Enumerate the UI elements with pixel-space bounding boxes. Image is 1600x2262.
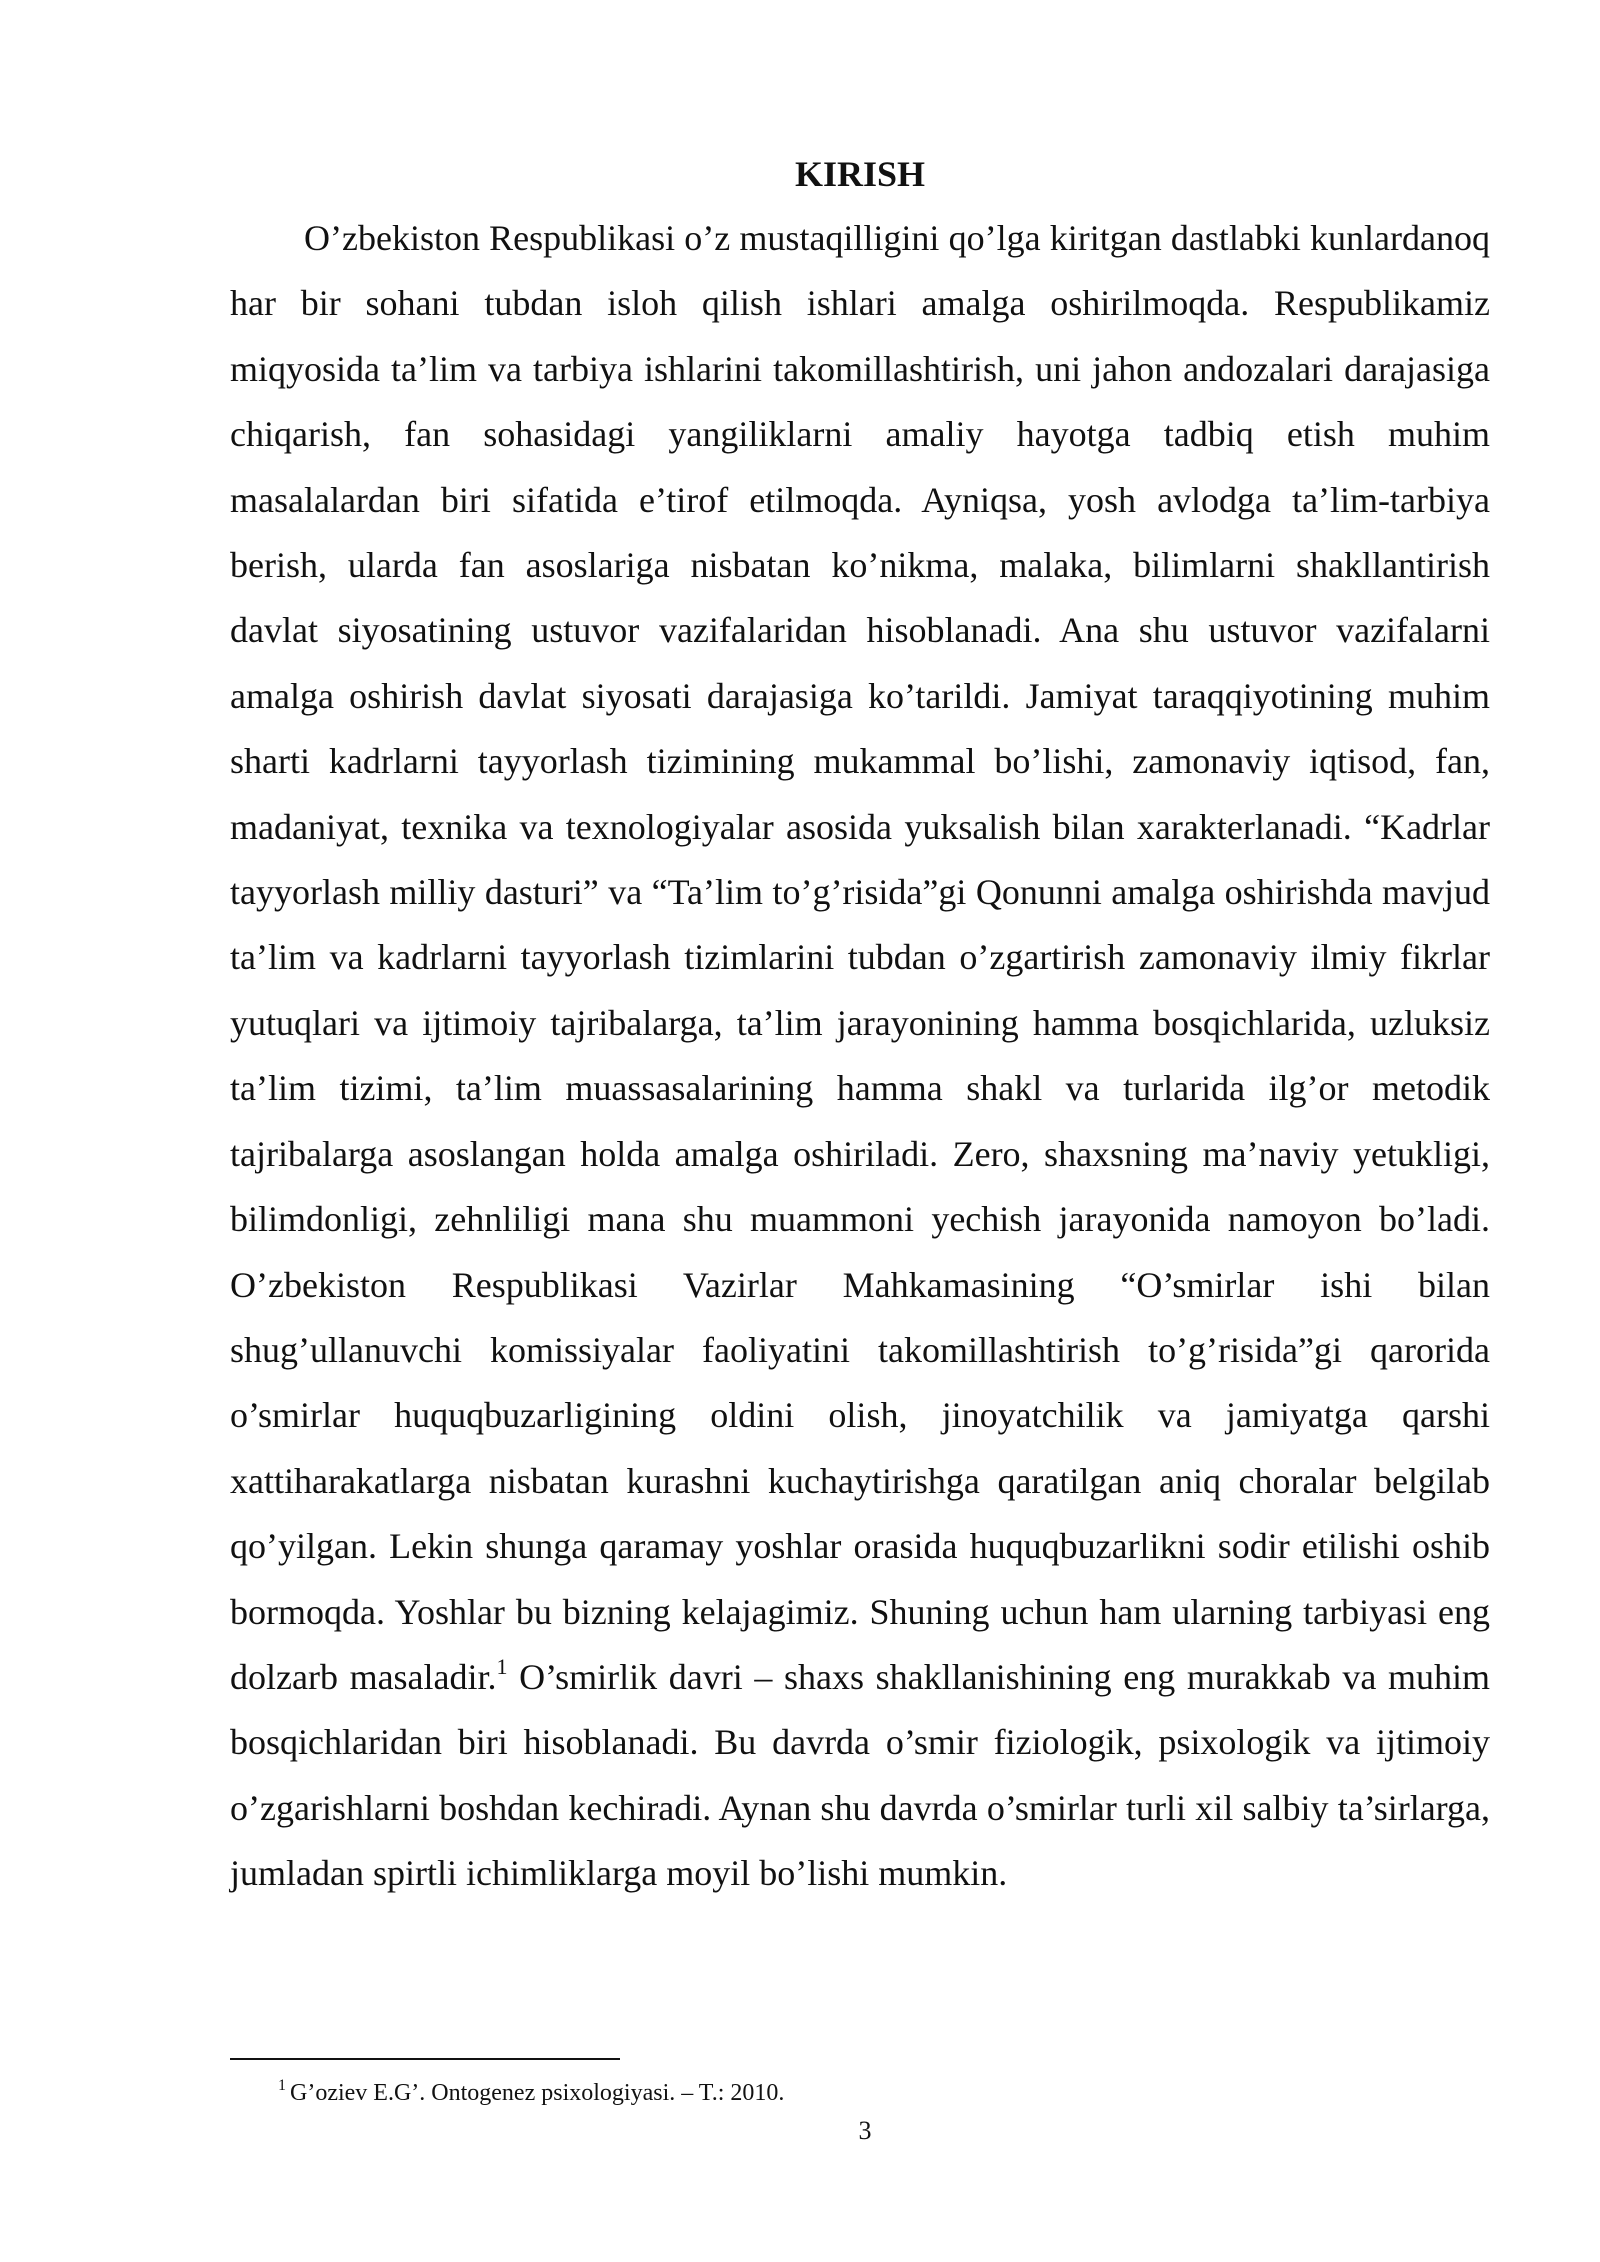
body-paragraph xyxy=(230,206,1490,1907)
footnote-text: G’oziev E.G’. Ontogenez psixologiyasi. – T.: 2010. xyxy=(290,2080,785,2106)
paragraph-text-part-1: O’zbekiston Respublikasi o’z mustaqilligini qo’lga kiritgan dastlabki kunlardanoq har bir sohani tubdan isloh qilish ishlari amalga oshirilmoqda. Respublikamiz miqyosida ta’lim va tarbiya ishlarini takomillashtirish, uni jahon andozalari darajasiga chiqarish, fan sohasidagi yangiliklarni amaliy hayotga tadbiq etish muhim masalalardan biri sifatida e’tirof etilmoqda. Ayniqsa, yosh avlodga ta’lim-tarbiya berish, ularda fan asoslariga nisbatan ko’nikma, malaka, bilimlarni shakllantirish davlat siyosatining ustuvor vazifalaridan hisoblanadi. Ana shu ustuvor vazifalarni amalga oshirish davlat siyosati darajasiga ko’tarildi. Jamiyat taraqqiyotining muhim sharti kadrlarni tayyorlash tizimining mukammal bo’lishi, zamonaviy iqtisod, fan, madaniyat, texnika va texnologiyalar asosida yuksalish bilan xarakterlanadi. “Kadrlar tayyorlash milliy dasturi” va “Ta’lim to’g’risida”gi Qonunni amalga oshirishda mavjud ta’lim va kadrlarni tayyorlash tizimlarini tubdan o’zgartirish zamonaviy ilmiy fikrlar yutuqlari va ijtimoiy tajribalarga, ta’lim jarayonining hamma bosqichlarida, uzluksiz ta’lim tizimi, ta’lim muassasalarining hamma shakl va turlarida ilg’or metodik tajribalarga asoslangan holda amalga oshiriladi. Zero, shaxsning ma’naviy yetukligi, bilimdonligi, zehnliligi mana shu muammoni yechish jarayonida namoyon bo’ladi. O’zbekiston Respublikasi Vazirlar Mahkamasining “O’smirlar ishi bilan shug’ullanuvchi komissiyalar faoliyatini takomillashtirish to’g’risida”gi qarorida o’smirlar huquqbuzarligining oldini olish, jinoyatchilik va jamiyatga qarshi xattiharakatlarga nisbatan kurashni kuchaytirishga qaratilgan aniq choralar belgilab qo’yilgan. Lekin shunga qaramay yoshlar orasida huquqbuzarlikni sodir etilishi oshib bormoqda. Yoshlar bu bizning kelajagimiz. Shuning uchun ham ularning tarbiyasi eng dolzarb masaladir. xyxy=(230,218,1490,1697)
page-title: KIRISH xyxy=(794,154,926,194)
paragraph-text-part-2: O’smirlik davri – shaxs shakllanishining eng murakkab va muhim bosqichlaridan biri hisoblanadi. Bu davrda o’smir fiziologik, psixologik va ijtimoiy o’zgarishlarni boshdan kechiradi. Aynan shu davrda o’smirlar turli xil salbiy ta’sirlarga, jumladan spirtli ichimliklarga moyil bo’lishi mumkin. xyxy=(230,1656,1490,1894)
footnote-number: 1 xyxy=(278,2077,286,2094)
page-number: 3 xyxy=(858,2116,872,2145)
footnote-divider xyxy=(230,2058,620,2060)
footnote xyxy=(278,2078,784,2108)
footnote-reference[interactable]: 1 xyxy=(496,1653,508,1679)
